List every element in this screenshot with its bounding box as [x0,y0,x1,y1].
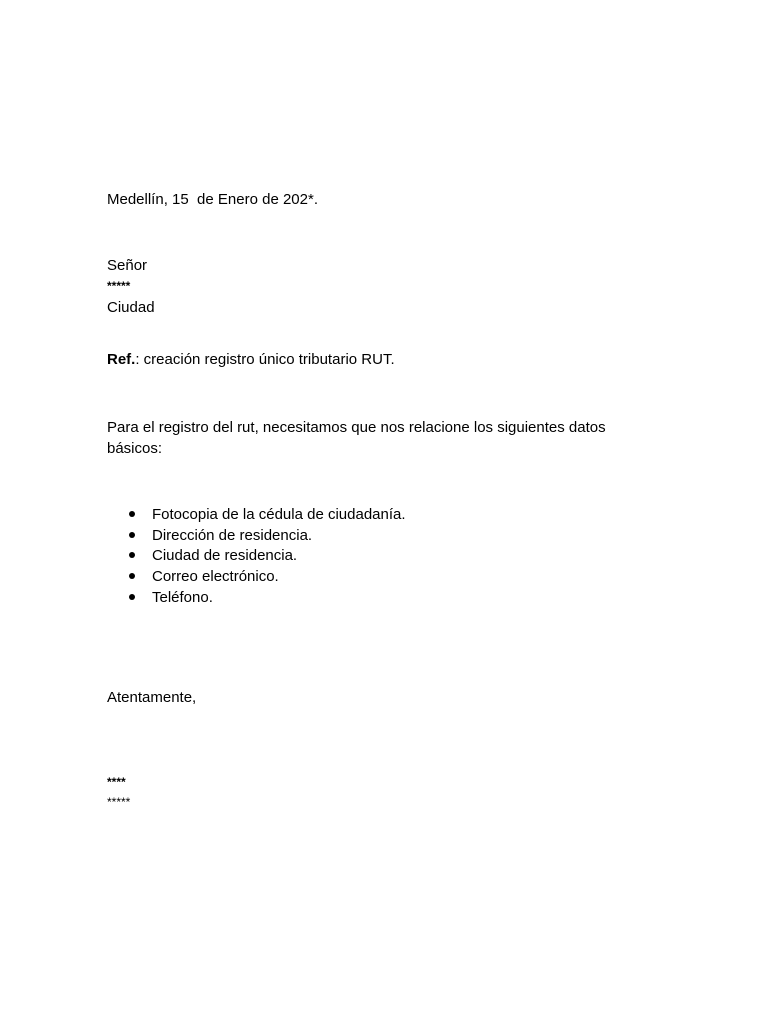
requirements-list [107,504,406,607]
list-item: Ciudad de residencia. [107,545,406,566]
list-item: Dirección de residencia. [107,525,406,546]
bullet-icon [129,532,135,538]
reference-line [107,349,395,370]
bullet-icon [129,552,135,558]
bullet-icon [129,511,135,517]
signature-title: ***** [107,795,131,809]
recipient-name: ***** [107,279,131,293]
list-item: Correo electrónico. [107,566,406,587]
list-item: Fotocopia de la cédula de ciudadanía. [107,504,406,525]
bullet-icon [129,594,135,600]
reference-label: Ref. [107,351,136,368]
closing-line: Atentamente, [107,689,197,706]
bullet-icon [129,573,135,579]
signature-name: **** [107,775,126,789]
body-paragraph: Para el registro del rut, necesitamos que nos relacione los siguientes datos básicos: [107,419,606,457]
reference-text: : creación registro único tributario RUT. [135,351,395,368]
recipient-city: Ciudad [107,299,155,316]
list-item: Teléfono. [107,587,406,608]
date-line: Medellín, 15 de Enero de 202*. [107,191,318,208]
recipient-salutation: Señor [107,257,148,274]
